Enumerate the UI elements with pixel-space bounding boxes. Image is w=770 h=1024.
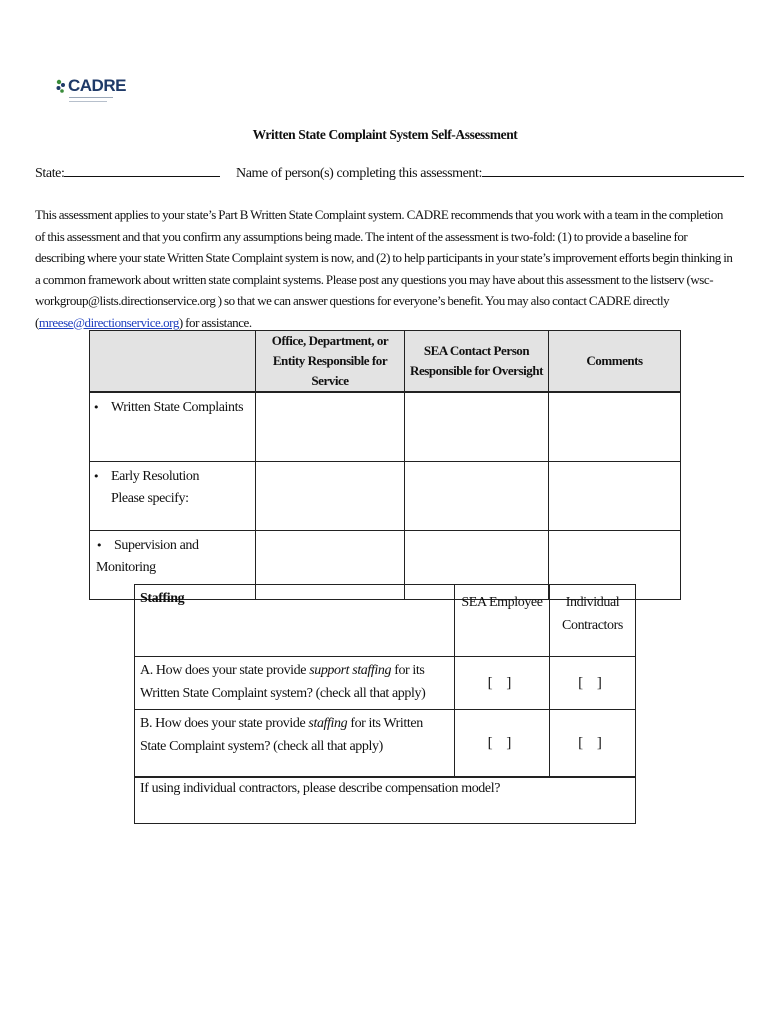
cell-comments[interactable]: [549, 392, 681, 462]
logo-tagline: [69, 97, 113, 98]
name-label: Name of person(s) completing this assessment:: [236, 166, 483, 181]
col-individual-contractors: Individual Contractors: [550, 585, 636, 657]
row-label-text: Early Resolution: [111, 469, 200, 484]
table-header-row: [90, 331, 681, 393]
question-b-emphasis: staffing: [308, 716, 348, 731]
logo-text: CADRE: [68, 76, 126, 95]
responsibility-table: [89, 330, 681, 600]
email-link[interactable]: mreese@directionservice.org: [38, 314, 179, 330]
state-field[interactable]: [35, 164, 220, 182]
cell-office[interactable]: [256, 392, 405, 462]
row-label-early-resolution: [90, 462, 256, 531]
header-blank: [90, 331, 256, 393]
compensation-question[interactable]: If using individual contractors, please describe compensation model?: [135, 777, 636, 824]
table-row: [135, 657, 636, 710]
staffing-header-row: [135, 585, 636, 657]
row-label-written-state-complaints: [90, 392, 256, 462]
cadre-logo: [55, 76, 125, 112]
bullet-icon: •: [93, 470, 100, 483]
name-blank[interactable]: [482, 164, 744, 177]
table-row: [135, 777, 636, 824]
header-comments: Comments: [549, 331, 681, 393]
state-blank[interactable]: [64, 164, 220, 177]
question-a-emphasis: support staffing: [309, 663, 392, 678]
intro-text-end: ) for assistance.: [178, 314, 252, 330]
table-row: [90, 462, 681, 531]
question-a-text-end: for its Written State Complaint system? (check all that apply): [140, 663, 426, 701]
staffing-heading: Staffing: [135, 585, 455, 657]
question-a: [135, 657, 455, 710]
cell-comments[interactable]: [549, 462, 681, 531]
logo-mark-icon: [55, 78, 67, 94]
intro-text: This assessment applies to your state’s Part B Written State Complaint system. CADRE recommends that you work with a team in the completion of this assessment and that you confirm any assumptions being made. The intent of the assessment is two-fold: (1) to provide a baseline for describing where your state Written State Complaint system is now, and (2) to help participants in your state’s improvement efforts begin thinking in a common framework about written state complaint systems. Please post any questions you may have about this assessment to the listserv (wsc-workgroup@lists.directionservice.org ) so that we can answer questions for everyone’s benefit. You may also contact CADRE directly (: [35, 207, 733, 330]
state-label: State:: [35, 166, 65, 181]
cell-sea-contact[interactable]: [405, 462, 549, 531]
col-sea-employee: SEA Employee: [455, 585, 550, 657]
question-b: [135, 710, 455, 778]
checkbox-b-contractors[interactable]: [ ]: [550, 710, 636, 778]
question-b-text-end: for its Written State Complaint system? (check all that apply): [140, 716, 423, 754]
staffing-table: [134, 584, 636, 824]
bullet-icon: •: [93, 401, 100, 414]
question-b-text: B. How does your state provide: [140, 716, 309, 731]
document-title: Written State Complaint System Self-Assessment: [252, 127, 518, 142]
checkbox-b-sea[interactable]: [ ]: [455, 710, 550, 778]
bullet-icon: •: [96, 539, 103, 552]
table-row: [90, 392, 681, 462]
checkbox-a-contractors[interactable]: [ ]: [550, 657, 636, 710]
header-sea-contact: SEA Contact Person Responsible for Oversight: [405, 331, 549, 393]
name-field[interactable]: [236, 164, 744, 182]
intro-paragraph: [35, 204, 735, 333]
row-label-text: Supervision and Monitoring: [96, 538, 199, 575]
cell-sea-contact[interactable]: [405, 392, 549, 462]
logo-tagline-2: [69, 101, 107, 102]
cell-office[interactable]: [256, 462, 405, 531]
question-a-text: A. How does your state provide: [140, 663, 310, 678]
row-label-text: Written State Complaints: [111, 400, 244, 415]
table-row: [135, 710, 636, 778]
checkbox-a-sea[interactable]: [ ]: [455, 657, 550, 710]
row-sublabel-text: Please specify:: [111, 491, 189, 506]
header-office: Office, Department, or Entity Responsible for Service: [256, 331, 405, 393]
